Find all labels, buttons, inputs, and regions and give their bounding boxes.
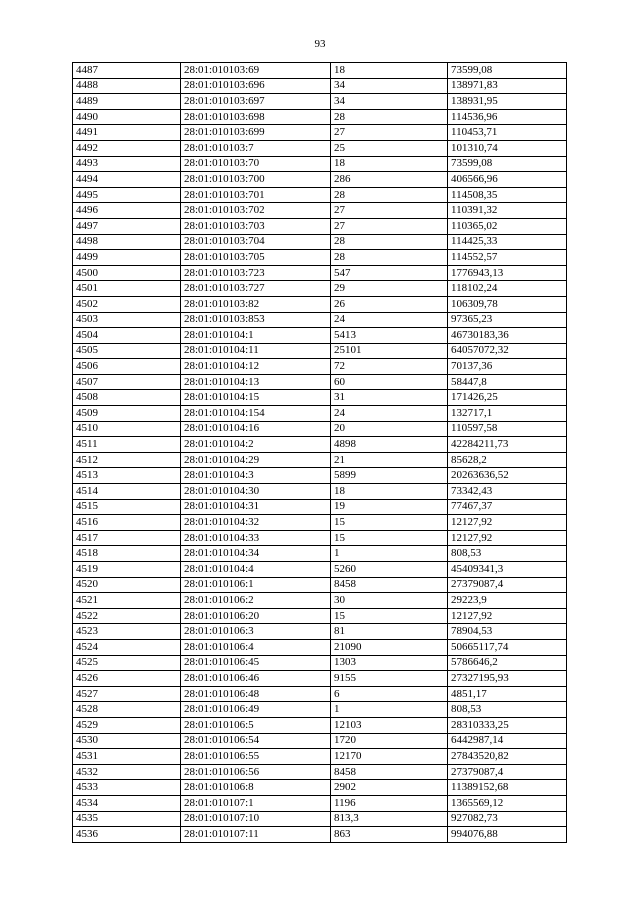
cadastral-number-cell: 28:01:010104:4 <box>181 562 331 578</box>
cadastral-number-cell: 28:01:010104:34 <box>181 546 331 562</box>
area-cell: 28 <box>331 250 448 266</box>
area-cell: 1196 <box>331 795 448 811</box>
table-row <box>73 94 567 110</box>
area-cell: 28 <box>331 187 448 203</box>
area-cell: 30 <box>331 593 448 609</box>
cadastral-number-cell: 28:01:010106:49 <box>181 702 331 718</box>
row-number-cell: 4492 <box>73 140 181 156</box>
cadastral-number-cell: 28:01:010106:54 <box>181 733 331 749</box>
cadastral-value-cell: 138931,95 <box>448 94 567 110</box>
row-number-cell: 4497 <box>73 218 181 234</box>
row-number-cell: 4526 <box>73 671 181 687</box>
row-number-cell: 4522 <box>73 608 181 624</box>
area-cell: 12103 <box>331 717 448 733</box>
cadastral-value-cell: 27379087,4 <box>448 577 567 593</box>
cadastral-value-cell: 6442987,14 <box>448 733 567 749</box>
table-row <box>73 63 567 79</box>
cadastral-number-cell: 28:01:010103:702 <box>181 203 331 219</box>
cadastral-value-cell: 101310,74 <box>448 140 567 156</box>
cadastral-value-cell: 118102,24 <box>448 281 567 297</box>
cadastral-value-cell: 97365,23 <box>448 312 567 328</box>
cadastral-value-cell: 45409341,3 <box>448 562 567 578</box>
cadastral-number-cell: 28:01:010106:4 <box>181 639 331 655</box>
cadastral-number-cell: 28:01:010104:3 <box>181 468 331 484</box>
cadastral-number-cell: 28:01:010104:154 <box>181 406 331 422</box>
table-row <box>73 593 567 609</box>
row-number-cell: 4530 <box>73 733 181 749</box>
cadastral-number-cell: 28:01:010103:82 <box>181 296 331 312</box>
cadastral-number-cell: 28:01:010104:32 <box>181 515 331 531</box>
area-cell: 547 <box>331 265 448 281</box>
table-body <box>73 63 567 843</box>
cadastral-value-cell: 1776943,13 <box>448 265 567 281</box>
table-row <box>73 328 567 344</box>
cadastral-number-cell: 28:01:010104:2 <box>181 437 331 453</box>
area-cell: 1 <box>331 702 448 718</box>
row-number-cell: 4502 <box>73 296 181 312</box>
cadastral-value-cell: 114536,96 <box>448 109 567 125</box>
row-number-cell: 4507 <box>73 374 181 390</box>
table-row <box>73 343 567 359</box>
table-row <box>73 156 567 172</box>
row-number-cell: 4519 <box>73 562 181 578</box>
area-cell: 21 <box>331 452 448 468</box>
row-number-cell: 4534 <box>73 795 181 811</box>
cadastral-number-cell: 28:01:010106:46 <box>181 671 331 687</box>
area-cell: 5413 <box>331 328 448 344</box>
row-number-cell: 4521 <box>73 593 181 609</box>
row-number-cell: 4514 <box>73 484 181 500</box>
table-row <box>73 468 567 484</box>
area-cell: 28 <box>331 234 448 250</box>
cadastral-value-table <box>72 62 567 843</box>
cadastral-number-cell: 28:01:010107:1 <box>181 795 331 811</box>
cadastral-value-cell: 85628,2 <box>448 452 567 468</box>
table-row <box>73 717 567 733</box>
cadastral-value-cell: 106309,78 <box>448 296 567 312</box>
cadastral-number-cell: 28:01:010103:704 <box>181 234 331 250</box>
cadastral-number-cell: 28:01:010104:33 <box>181 530 331 546</box>
cadastral-value-cell: 927082,73 <box>448 811 567 827</box>
area-cell: 863 <box>331 827 448 843</box>
area-cell: 15 <box>331 530 448 546</box>
table-row <box>73 608 567 624</box>
page-number: 93 <box>314 38 326 50</box>
table-row <box>73 203 567 219</box>
row-number-cell: 4517 <box>73 530 181 546</box>
table-row <box>73 437 567 453</box>
area-cell: 72 <box>331 359 448 375</box>
row-number-cell: 4518 <box>73 546 181 562</box>
table-row <box>73 218 567 234</box>
cadastral-number-cell: 28:01:010103:723 <box>181 265 331 281</box>
area-cell: 12170 <box>331 749 448 765</box>
row-number-cell: 4533 <box>73 780 181 796</box>
cadastral-value-cell: 11389152,68 <box>448 780 567 796</box>
area-cell: 31 <box>331 390 448 406</box>
area-cell: 18 <box>331 156 448 172</box>
table-row <box>73 78 567 94</box>
row-number-cell: 4501 <box>73 281 181 297</box>
table-row <box>73 827 567 843</box>
area-cell: 24 <box>331 312 448 328</box>
cadastral-value-cell: 46730183,36 <box>448 328 567 344</box>
row-number-cell: 4536 <box>73 827 181 843</box>
area-cell: 34 <box>331 94 448 110</box>
row-number-cell: 4496 <box>73 203 181 219</box>
area-cell: 81 <box>331 624 448 640</box>
table-row <box>73 484 567 500</box>
cadastral-number-cell: 28:01:010104:30 <box>181 484 331 500</box>
cadastral-value-cell: 4851,17 <box>448 686 567 702</box>
cadastral-value-cell: 12127,92 <box>448 608 567 624</box>
area-cell: 4898 <box>331 437 448 453</box>
row-number-cell: 4535 <box>73 811 181 827</box>
cadastral-number-cell: 28:01:010103:699 <box>181 125 331 141</box>
cadastral-number-cell: 28:01:010103:727 <box>181 281 331 297</box>
cadastral-value-cell: 28310333,25 <box>448 717 567 733</box>
row-number-cell: 4520 <box>73 577 181 593</box>
row-number-cell: 4506 <box>73 359 181 375</box>
table-row <box>73 187 567 203</box>
row-number-cell: 4516 <box>73 515 181 531</box>
table-row <box>73 624 567 640</box>
area-cell: 27 <box>331 125 448 141</box>
cadastral-value-cell: 12127,92 <box>448 530 567 546</box>
cadastral-number-cell: 28:01:010104:29 <box>181 452 331 468</box>
row-number-cell: 4494 <box>73 172 181 188</box>
cadastral-value-cell: 110453,71 <box>448 125 567 141</box>
cadastral-value-cell: 64057072,32 <box>448 343 567 359</box>
table-row <box>73 780 567 796</box>
table-row <box>73 702 567 718</box>
row-number-cell: 4532 <box>73 764 181 780</box>
cadastral-number-cell: 28:01:010106:3 <box>181 624 331 640</box>
area-cell: 18 <box>331 484 448 500</box>
cadastral-number-cell: 28:01:010106:45 <box>181 655 331 671</box>
table-row <box>73 250 567 266</box>
cadastral-number-cell: 28:01:010103:700 <box>181 172 331 188</box>
area-cell: 286 <box>331 172 448 188</box>
row-number-cell: 4509 <box>73 406 181 422</box>
cadastral-value-cell: 73599,08 <box>448 156 567 172</box>
cadastral-number-cell: 28:01:010104:1 <box>181 328 331 344</box>
table-row <box>73 686 567 702</box>
cadastral-value-cell: 58447,8 <box>448 374 567 390</box>
cadastral-value-cell: 114552,57 <box>448 250 567 266</box>
area-cell: 27 <box>331 203 448 219</box>
table-row <box>73 172 567 188</box>
row-number-cell: 4505 <box>73 343 181 359</box>
cadastral-number-cell: 28:01:010104:13 <box>181 374 331 390</box>
cadastral-value-cell: 114508,35 <box>448 187 567 203</box>
cadastral-number-cell: 28:01:010106:8 <box>181 780 331 796</box>
cadastral-value-cell: 994076,88 <box>448 827 567 843</box>
area-cell: 1720 <box>331 733 448 749</box>
cadastral-value-cell: 27843520,82 <box>448 749 567 765</box>
cadastral-value-cell: 73342,43 <box>448 484 567 500</box>
table-row <box>73 749 567 765</box>
table-row <box>73 733 567 749</box>
cadastral-value-cell: 78904,53 <box>448 624 567 640</box>
table-row <box>73 109 567 125</box>
row-number-cell: 4495 <box>73 187 181 203</box>
cadastral-number-cell: 28:01:010107:10 <box>181 811 331 827</box>
row-number-cell: 4524 <box>73 639 181 655</box>
cadastral-value-cell: 42284211,73 <box>448 437 567 453</box>
row-number-cell: 4488 <box>73 78 181 94</box>
cadastral-value-cell: 406566,96 <box>448 172 567 188</box>
cadastral-value-cell: 29223,9 <box>448 593 567 609</box>
area-cell: 5899 <box>331 468 448 484</box>
cadastral-number-cell: 28:01:010103:703 <box>181 218 331 234</box>
cadastral-value-cell: 110391,32 <box>448 203 567 219</box>
table-row <box>73 265 567 281</box>
row-number-cell: 4528 <box>73 702 181 718</box>
area-cell: 1303 <box>331 655 448 671</box>
cadastral-number-cell: 28:01:010106:48 <box>181 686 331 702</box>
area-cell: 34 <box>331 78 448 94</box>
cadastral-number-cell: 28:01:010106:5 <box>181 717 331 733</box>
area-cell: 27 <box>331 218 448 234</box>
row-number-cell: 4490 <box>73 109 181 125</box>
cadastral-number-cell: 28:01:010103:705 <box>181 250 331 266</box>
area-cell: 15 <box>331 515 448 531</box>
cadastral-number-cell: 28:01:010104:15 <box>181 390 331 406</box>
cadastral-value-cell: 171426,25 <box>448 390 567 406</box>
cadastral-number-cell: 28:01:010106:56 <box>181 764 331 780</box>
cadastral-number-cell: 28:01:010106:20 <box>181 608 331 624</box>
area-cell: 5260 <box>331 562 448 578</box>
area-cell: 15 <box>331 608 448 624</box>
area-cell: 25101 <box>331 343 448 359</box>
cadastral-value-cell: 20263636,52 <box>448 468 567 484</box>
table-row <box>73 546 567 562</box>
cadastral-value-cell: 138971,83 <box>448 78 567 94</box>
cadastral-number-cell: 28:01:010103:698 <box>181 109 331 125</box>
row-number-cell: 4491 <box>73 125 181 141</box>
cadastral-value-cell: 70137,36 <box>448 359 567 375</box>
cadastral-number-cell: 28:01:010103:7 <box>181 140 331 156</box>
cadastral-value-cell: 110597,58 <box>448 421 567 437</box>
cadastral-value-cell: 1365569,12 <box>448 795 567 811</box>
area-cell: 1 <box>331 546 448 562</box>
row-number-cell: 4499 <box>73 250 181 266</box>
cadastral-number-cell: 28:01:010103:69 <box>181 63 331 79</box>
table-row <box>73 390 567 406</box>
row-number-cell: 4513 <box>73 468 181 484</box>
table-row <box>73 140 567 156</box>
table-row <box>73 671 567 687</box>
row-number-cell: 4504 <box>73 328 181 344</box>
row-number-cell: 4489 <box>73 94 181 110</box>
area-cell: 813,3 <box>331 811 448 827</box>
row-number-cell: 4511 <box>73 437 181 453</box>
row-number-cell: 4523 <box>73 624 181 640</box>
table-row <box>73 406 567 422</box>
table-row <box>73 530 567 546</box>
row-number-cell: 4500 <box>73 265 181 281</box>
cadastral-value-cell: 73599,08 <box>448 63 567 79</box>
table-row <box>73 499 567 515</box>
table-row <box>73 562 567 578</box>
row-number-cell: 4487 <box>73 63 181 79</box>
area-cell: 28 <box>331 109 448 125</box>
area-cell: 24 <box>331 406 448 422</box>
area-cell: 19 <box>331 499 448 515</box>
table-row <box>73 296 567 312</box>
cadastral-number-cell: 28:01:010103:701 <box>181 187 331 203</box>
table-row <box>73 125 567 141</box>
area-cell: 26 <box>331 296 448 312</box>
table-row <box>73 655 567 671</box>
area-cell: 18 <box>331 63 448 79</box>
table-row <box>73 577 567 593</box>
cadastral-number-cell: 28:01:010103:697 <box>181 94 331 110</box>
table-row <box>73 421 567 437</box>
area-cell: 8458 <box>331 577 448 593</box>
cadastral-value-cell: 12127,92 <box>448 515 567 531</box>
table-row <box>73 374 567 390</box>
area-cell: 6 <box>331 686 448 702</box>
row-number-cell: 4529 <box>73 717 181 733</box>
cadastral-value-cell: 114425,33 <box>448 234 567 250</box>
cadastral-value-cell: 132717,1 <box>448 406 567 422</box>
cadastral-value-cell: 5786646,2 <box>448 655 567 671</box>
cadastral-number-cell: 28:01:010107:11 <box>181 827 331 843</box>
row-number-cell: 4515 <box>73 499 181 515</box>
cadastral-number-cell: 28:01:010106:1 <box>181 577 331 593</box>
row-number-cell: 4525 <box>73 655 181 671</box>
row-number-cell: 4527 <box>73 686 181 702</box>
table-row <box>73 639 567 655</box>
row-number-cell: 4510 <box>73 421 181 437</box>
table-row <box>73 515 567 531</box>
cadastral-number-cell: 28:01:010104:31 <box>181 499 331 515</box>
area-cell: 21090 <box>331 639 448 655</box>
cadastral-number-cell: 28:01:010103:853 <box>181 312 331 328</box>
cadastral-value-cell: 77467,37 <box>448 499 567 515</box>
cadastral-value-cell: 110365,02 <box>448 218 567 234</box>
table-row <box>73 234 567 250</box>
cadastral-value-cell: 27327195,93 <box>448 671 567 687</box>
area-cell: 25 <box>331 140 448 156</box>
table-row <box>73 281 567 297</box>
area-cell: 20 <box>331 421 448 437</box>
area-cell: 2902 <box>331 780 448 796</box>
cadastral-number-cell: 28:01:010104:11 <box>181 343 331 359</box>
cadastral-value-cell: 50665117,74 <box>448 639 567 655</box>
row-number-cell: 4508 <box>73 390 181 406</box>
cadastral-value-cell: 808,53 <box>448 546 567 562</box>
row-number-cell: 4493 <box>73 156 181 172</box>
cadastral-number-cell: 28:01:010106:2 <box>181 593 331 609</box>
row-number-cell: 4531 <box>73 749 181 765</box>
area-cell: 60 <box>331 374 448 390</box>
area-cell: 9155 <box>331 671 448 687</box>
cadastral-number-cell: 28:01:010104:12 <box>181 359 331 375</box>
row-number-cell: 4503 <box>73 312 181 328</box>
cadastral-number-cell: 28:01:010103:70 <box>181 156 331 172</box>
cadastral-number-cell: 28:01:010106:55 <box>181 749 331 765</box>
row-number-cell: 4512 <box>73 452 181 468</box>
cadastral-value-cell: 27379087,4 <box>448 764 567 780</box>
cadastral-number-cell: 28:01:010104:16 <box>181 421 331 437</box>
area-cell: 29 <box>331 281 448 297</box>
table-row <box>73 312 567 328</box>
cadastral-number-cell: 28:01:010103:696 <box>181 78 331 94</box>
row-number-cell: 4498 <box>73 234 181 250</box>
table-row <box>73 811 567 827</box>
table-row <box>73 452 567 468</box>
table-row <box>73 764 567 780</box>
table-row <box>73 359 567 375</box>
cadastral-value-cell: 808,53 <box>448 702 567 718</box>
area-cell: 8458 <box>331 764 448 780</box>
table-row <box>73 795 567 811</box>
